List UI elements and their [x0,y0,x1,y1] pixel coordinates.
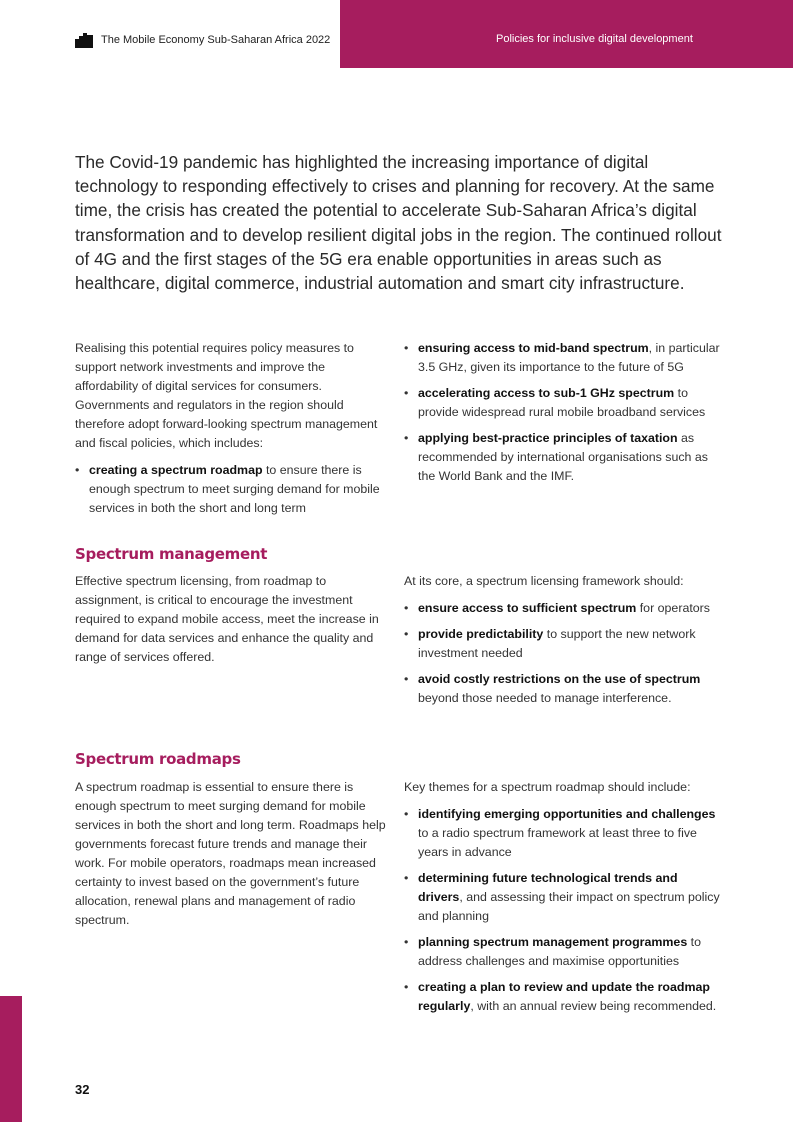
policy-left-column [75,339,385,525]
spectrum-management-list [404,599,720,708]
policy-left-list [75,461,385,518]
policy-right-list [404,339,720,486]
spectrum-management-right [404,572,720,715]
bullet-bold-text: identifying emerging opportunities and challenges [418,807,716,821]
spectrum-management-heading: Spectrum management [75,545,268,563]
bullet-bold-text: applying best-practice principles of taxation [418,431,678,445]
bullet-text: to address challenges and maximise opportunities [418,935,701,968]
bullet-bold-text: ensuring access to mid-band spectrum [418,341,649,355]
spectrum-roadmaps-right [404,778,720,1023]
bullet-item [404,978,720,1016]
bullet-item [404,869,720,926]
bullet-item [404,625,720,663]
bullet-text: to provide widespread rural mobile broadband services [418,386,706,419]
bullet-text: to ensure there is enough spectrum to meet surging demand for mobile services in both the short and long term [89,463,380,515]
bullet-item [404,670,720,708]
bullet-text: , in particular 3.5 GHz, given its importance to the future of 5G [418,341,720,374]
spectrum-roadmaps-heading: Spectrum roadmaps [75,750,241,768]
spectrum-roadmaps-lead: Key themes for a spectrum roadmap should include: [404,780,691,794]
bullet-item [404,933,720,971]
bullet-text: as recommended by international organisations such as the World Bank and the IMF. [418,431,708,483]
spectrum-management-paragraph: Effective spectrum licensing, from roadmap to assignment, is critical to encourage the investment required to expand mobile access, meet the increase in demand for data services and enhance the quality and range of services offered. [75,574,379,664]
intro-paragraph: The Covid-19 pandemic has highlighted the increasing importance of digital technology to responding effectively to crises and planning for recovery. At the same time, the crisis has created the potential to accelerate Sub-Saharan Africa’s digital transformation and to develop resilient digital jobs in the region. The continued rollout of 4G and the first stages of the 5G era enable opportunities in areas such as healthcare, digital commerce, industrial automation and smart city infrastructure. [75,152,722,294]
spectrum-roadmaps-left [75,778,387,938]
spectrum-management-left [75,572,387,675]
bullet-bold-text: creating a spectrum roadmap [89,463,263,477]
policy-paragraph: Realising this potential requires policy measures to support network investments and improve the affordability of digital services for consumers. Governments and regulators in the region should therefore adopt forward-looking spectrum management and fiscal policies, which includes: [75,341,378,450]
bullet-text: , with an annual review being recommended. [470,999,717,1013]
bullet-text: to support the new network investment needed [418,627,696,660]
bullet-text: for operators [636,601,710,615]
bullet-bold-text: provide predictability [418,627,544,641]
header-left [75,30,330,50]
bullet-bold-text: accelerating access to sub-1 GHz spectrum [418,386,675,400]
bullet-item [404,384,720,422]
bullet-bold-text: avoid costly restrictions on the use of spectrum [418,672,701,686]
policy-right-column [404,339,720,493]
header-title: The Mobile Economy Sub-Saharan Africa 2022 [101,34,331,46]
header-section-band [340,0,793,68]
spectrum-management-lead: At its core, a spectrum licensing framework should: [404,574,684,588]
side-accent-bar [0,996,22,1122]
bullet-bold-text: ensure access to sufficient spectrum [418,601,637,615]
gsma-logo-icon [75,32,93,48]
page-number: 32 [75,1082,90,1097]
bullet-item [75,461,385,518]
bullet-item [404,599,720,618]
bullet-text: , and assessing their impact on spectrum policy and planning [418,890,720,923]
bullet-bold-text: determining future technological trends and drivers [418,871,678,904]
spectrum-roadmaps-list [404,805,720,1016]
header-section-title: Policies for inclusive digital development [496,33,693,45]
bullet-item [404,805,720,862]
bullet-item [404,429,720,486]
bullet-text: to a radio spectrum framework at least three to five years in advance [418,826,697,859]
bullet-item [404,339,720,377]
bullet-bold-text: planning spectrum management programmes [418,935,688,949]
bullet-bold-text: creating a plan to review and update the roadmap regularly [418,980,710,1013]
bullet-text: beyond those needed to manage interference. [418,691,672,705]
spectrum-roadmaps-paragraph: A spectrum roadmap is essential to ensure there is enough spectrum to meet surging demand for mobile services in both the short and long term. Roadmaps help governments forecast future trends and manage their work. For mobile operators, roadmaps mean increased certainty to invest based on the government’s future allocation, renewal plans and management of radio spectrum. [75,780,386,927]
